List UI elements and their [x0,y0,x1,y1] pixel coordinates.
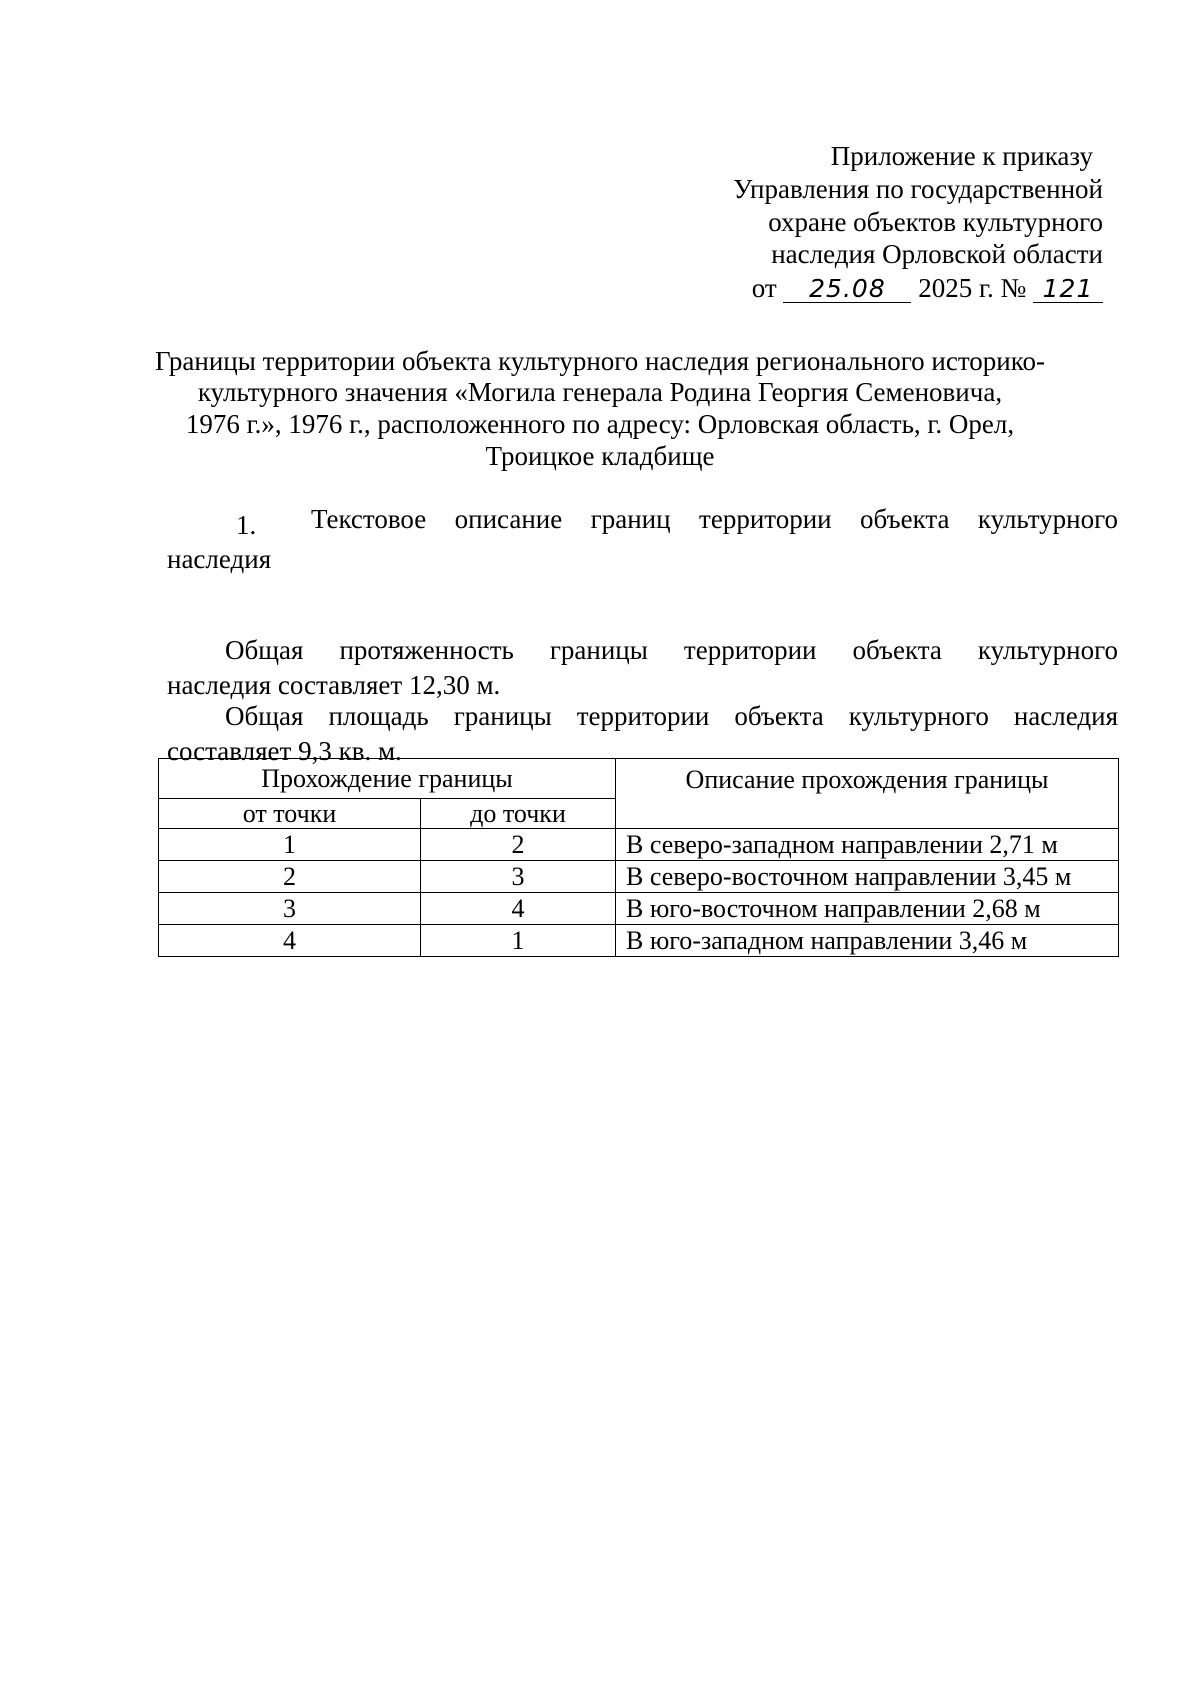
appendix-line-4: наследия Орловской области [771,239,1103,269]
description-cell: В северо-восточном направлении 3,45 м [616,861,1119,893]
section-heading-line-1: Текстовое описание границ территории объекта культурного [311,504,1118,534]
description-cell: В северо-западном направлении 2,71 м [616,829,1119,861]
from-point-cell: 3 [159,893,421,925]
length-paragraph-line-2: наследия составляет 12,30 м. [167,670,501,700]
title-line-4: Троицкое кладбище [485,441,715,471]
length-paragraph-line-1: Общая протяженность границы территории объекта культурного [225,635,1118,665]
handwritten-order-date: 25.08 [783,276,911,303]
section-number: 1. [236,510,257,540]
area-paragraph-line-1: Общая площадь границы территории объекта культурного наследия [225,701,1118,731]
to-point-cell: 4 [421,893,616,925]
description-cell: В юго-западном направлении 3,46 м [616,925,1119,957]
from-point-cell: 1 [159,829,421,861]
title-line-3: 1976 г.», 1976 г., расположенного по адресу: Орловская область, г. Орел, [185,409,1015,439]
appendix-line-3: охране объектов культурного [768,207,1103,237]
to-point-cell: 2 [421,829,616,861]
area-paragraph-line-2: составляет 9,3 кв. м. [167,736,402,766]
order-reference [752,275,1103,303]
appendix-line-1: Приложение к приказу [830,141,1093,171]
from-point-cell: 2 [159,861,421,893]
header-to-point: до точки [421,799,616,829]
handwritten-order-number: 121 [1033,276,1103,303]
table-row [159,893,1119,925]
table-row [159,861,1119,893]
section-heading-line-2: наследия [167,544,272,574]
order-year-label: 2025 г. № [918,273,1027,303]
header-boundary-description: Описание прохождения границы [616,759,1119,829]
order-prefix: от [751,273,777,303]
to-point-cell: 1 [421,925,616,957]
boundary-table [158,758,1119,957]
title-line-1: Границы территории объекта культурного наследия регионального историко- [155,346,1045,376]
title-line-2: культурного значения «Могила генерала Родина Георгия Семеновича, [197,377,1003,407]
from-point-cell: 4 [159,925,421,957]
description-cell: В юго-восточном направлении 2,68 м [616,893,1119,925]
table-row [159,925,1119,957]
header-from-point: от точки [159,799,421,829]
table-row [159,829,1119,861]
header-boundary-passage: Прохождение границы [159,759,616,799]
table-header-row [159,759,1119,799]
appendix-line-2: Управления по государственной [733,174,1103,204]
to-point-cell: 3 [421,861,616,893]
